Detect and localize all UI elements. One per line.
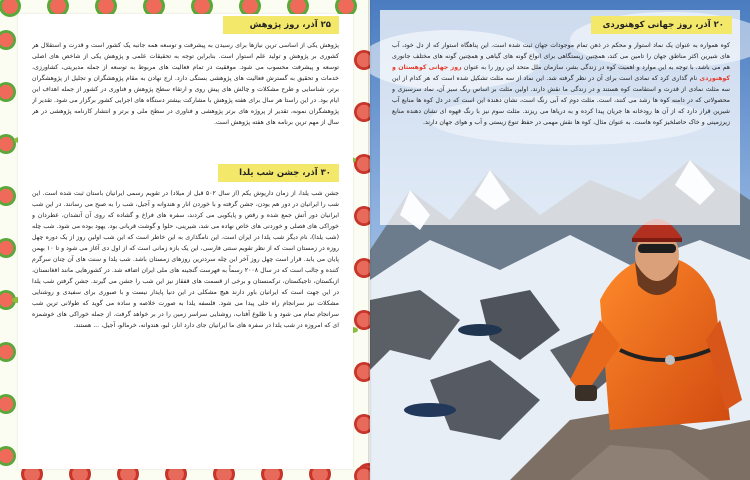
left-page (0, 0, 370, 480)
yalda-title: ۳۰ آذر، جشن شب یلدا (239, 168, 331, 178)
watermelon-slice-icon (0, 30, 16, 50)
watermelon-slice-icon (0, 186, 16, 206)
mountain-day-title: ۲۰ آذر، روز جهانی کوهنوردی (602, 20, 724, 30)
yalda-body: جشن شب یلدا، از زمان داریوش یکم (از سال ۵۰۲ قبل از میلاد) در تقویم رسمی ایرانیان باستان ثبت شده است. این شب را ایرانیان در دور هم بودن، جشن گرفته و با خوردن انار و هندوانه و آجیل، شب را به صبح می رسانند. در این شب ایرانیان دور آتش جمع شده و رقص و پایکوبی می کردند، سفره های فراخ و گشاده که روی آن آتشدان، عطردان و خوراکی های فصلی و خوردنی های خاص نهاده می شد، شیرینی، حلوا و گوشت قربانی بود. یهود بوده می شود. شب چله (شب یلدا)، نام دیگر شب یلدا در ایران است. این نامگذاری به این خاطر است که این شب اولین روز از یک دوره چهل روزه در زمستان است که از نظر تقویم سنتی فارسی، این یک بازه زمانی است که از اول دی آغاز می شود و تا ۱۰ بهمن پایان می یابد. قرار است چهل روز آخر این چله سردترین روزهای زمستان باشد. شب یلدا و سنت های آن چنان سرگرم کننده و جالب است که در سال ۲۰۰۸ رسماً به فهرست گنجینه های ملی ایران اضافه شد. در کشورهایی مانند افغانستان، ازبکستان، تاجیکستان، ترکمنستان و برخی از قسمت های قفقاز نیز این شب را جشن می گیرند. جشن گرفتن شب یلدا در این جهت است که ایرانیان باور دارند هیچ مشکلی در این دنیا پایدار نیست و با صبوری برای سفیدی و روشنایی مشکلات نیز سرانجام راه حلی پیدا می شود. فلسفه یلدا به صورت خلاصه و ساده می گوید که طولانی ترین شب سرانجام تمام می شود و با طلوع آفتاب، روشنایی سراسر زمین را در بر خواهد گرفت. از جمله خوراکی های خوشمزه ای که امروزه در شب یلدا در سفره های ما ایرانیان جای دارد انار، لبو، هندوانه، خرمالو، آجیل، ... هستند. (32, 190, 339, 329)
mountain-day-heading (591, 16, 732, 34)
right-page (370, 0, 750, 480)
mountain-day-text-2: نام گذاری کرد که نمادی است برای آن در نظر گرفته شد. این نماد از سه مثلث تشکیل شده است که هر کدام از این سه مثلث نمادی از قدرت و استقامت کوه هستند و در زندگی ما نقش دارند. اولین مثلث بر اساس رنگ سبز آن، نماد سرسبزی و محصولاتی که در دامنه کوه ها رشد می کنند، است. مثلث دوم که آبی رنگ است، نشان دهنده این است که در دل کوه ها منابع آب شیرین قرار دارد که از آن ها رودخانه ها جریان پیدا کرده و به دریاها می ریزند. مثلث سوم نیز با رنگ قهوه ای نشان دهنده منابع زیرزمینی و خاک حاصلخیز کوه هاست. به عنوان مثال، کوه ها نقش مهمی در حفظ تنوع زیستی و آب و هوای جهان دارند. (392, 75, 730, 126)
mountain-day-text-1: کوه همواره به عنوان یک نماد استوار و محکم در ذهن تمام موجودات جهان ثبت شده است. این پناهگاه استوار که از دل خود، آب های شیرین اکثر مناطق جهان را تامین می کند، همچنین زیستگاهی برای انواع گونه های گیاهی و همچنین گونه های مختلف جانوری هم می باشد. با توجه به این موارد و اهمیت کوه در زندگی بشر، سازمان ملل متحد این روز را به عنوان (392, 42, 730, 71)
watermelon-slice-icon (0, 446, 16, 466)
research-day-title: ۲۵ آذر، روز پژوهش (249, 20, 331, 30)
research-day-body: پژوهش یکی از اساسی ترین نیازها برای رسیدن به پیشرفت و توسعه همه جانبه یک کشور است و قدرت و استقلال هر کشوری بر پژوهش و تولید علم استوار است. بنابراین توجه به تحقیقات علمی و پژوهش یکی از شاخص های اصلی توسعه و پیشرفت محسوب می شود. موفقیت در تمام فعالیت های مربوط به توسعه از جمله مدیریتی، کشاورزی، خدمات و تحقیق به گسترش فعالیت های پژوهشی بستگی دارد. ارج نهادن به مقام پژوهشگران و تجلیل از پژوهشگران برتر، شناسایی و طرح مشکلات و چالش های پیش روی و ارتقاء سطح پژوهش و فناوری در کشور از جمله اهداف این ایام بود. در این راستا هر سال برای هفته پژوهش با مشارکت بیشتر دستگاه های اجرایی کشور برگزار می شود. تقدیر از پژوهشگران نمونه، تقدیر از پروژه های برتر پژوهشی و فناوری در سطح ملی و برتر و انتشار کارنامه پژوهشی در هر سال از مهم ترین برنامه های هفته پژوهش است. (32, 42, 339, 126)
watermelon-slice-icon (0, 394, 16, 414)
book-spine-shadow (368, 0, 372, 480)
research-day-heading (223, 16, 339, 34)
watermelon-slice-icon (0, 238, 16, 258)
left-text-panel (18, 14, 353, 469)
watermelon-slice-icon (0, 342, 16, 362)
yalda-heading (218, 164, 339, 182)
watermelon-slice-icon (0, 134, 16, 154)
watermelon-slice-icon (0, 82, 16, 102)
article-overlay (380, 10, 740, 225)
mountain-day-body (392, 40, 730, 220)
mountain-day-highlight: روز جهانی کوهستان و کوهنوردی (392, 64, 730, 82)
